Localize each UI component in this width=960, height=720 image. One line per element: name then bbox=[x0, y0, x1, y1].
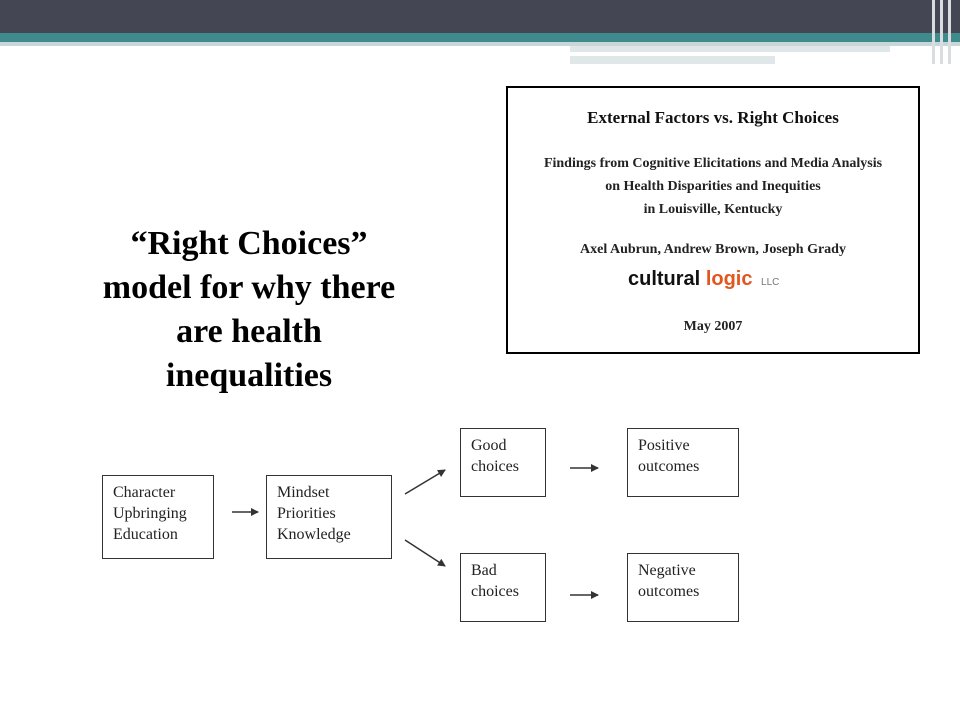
node-line: Positive bbox=[638, 437, 690, 454]
logo-word-cultural: cultural bbox=[628, 268, 701, 290]
title-line: model for why there bbox=[102, 269, 396, 306]
report-title: External Factors vs. Right Choices bbox=[587, 108, 839, 127]
title-line: inequalities bbox=[165, 357, 333, 394]
node-good-choices bbox=[460, 428, 546, 497]
node-line: Character bbox=[113, 484, 176, 501]
node-character bbox=[102, 475, 214, 559]
node-line: Negative bbox=[638, 562, 696, 579]
report-authors: Axel Aubrun, Andrew Brown, Joseph Grady bbox=[580, 242, 846, 257]
arrow-mindset-to-good bbox=[405, 470, 445, 494]
report-subtitle-line: on Health Disparities and Inequities bbox=[605, 179, 821, 194]
arrow-mindset-to-bad bbox=[405, 540, 445, 566]
logo-suffix: LLC bbox=[761, 277, 780, 288]
node-mindset bbox=[266, 475, 392, 559]
node-line: Priorities bbox=[277, 505, 336, 522]
node-line: Knowledge bbox=[277, 526, 351, 543]
node-line: Education bbox=[113, 526, 178, 543]
node-line: outcomes bbox=[638, 583, 700, 600]
node-negative-outcomes bbox=[627, 553, 739, 622]
node-positive-outcomes bbox=[627, 428, 739, 497]
node-line: Mindset bbox=[277, 484, 330, 501]
title-line: “Right Choices” bbox=[130, 225, 368, 262]
node-line: choices bbox=[471, 583, 519, 600]
node-line: Bad bbox=[471, 562, 497, 579]
node-bad-choices bbox=[460, 553, 546, 622]
logo-word-logic: logic bbox=[705, 268, 753, 290]
node-line: Upbringing bbox=[113, 505, 187, 522]
node-line: Good bbox=[471, 437, 507, 454]
node-line: outcomes bbox=[638, 458, 700, 475]
report-subtitle-line: Findings from Cognitive Elicitations and Media Analysis bbox=[543, 156, 883, 171]
report-date: May 2007 bbox=[683, 319, 743, 334]
report-subtitle-line: in Louisville, Kentucky bbox=[643, 202, 783, 217]
node-line: choices bbox=[471, 458, 519, 475]
title-line: are health bbox=[176, 313, 322, 350]
